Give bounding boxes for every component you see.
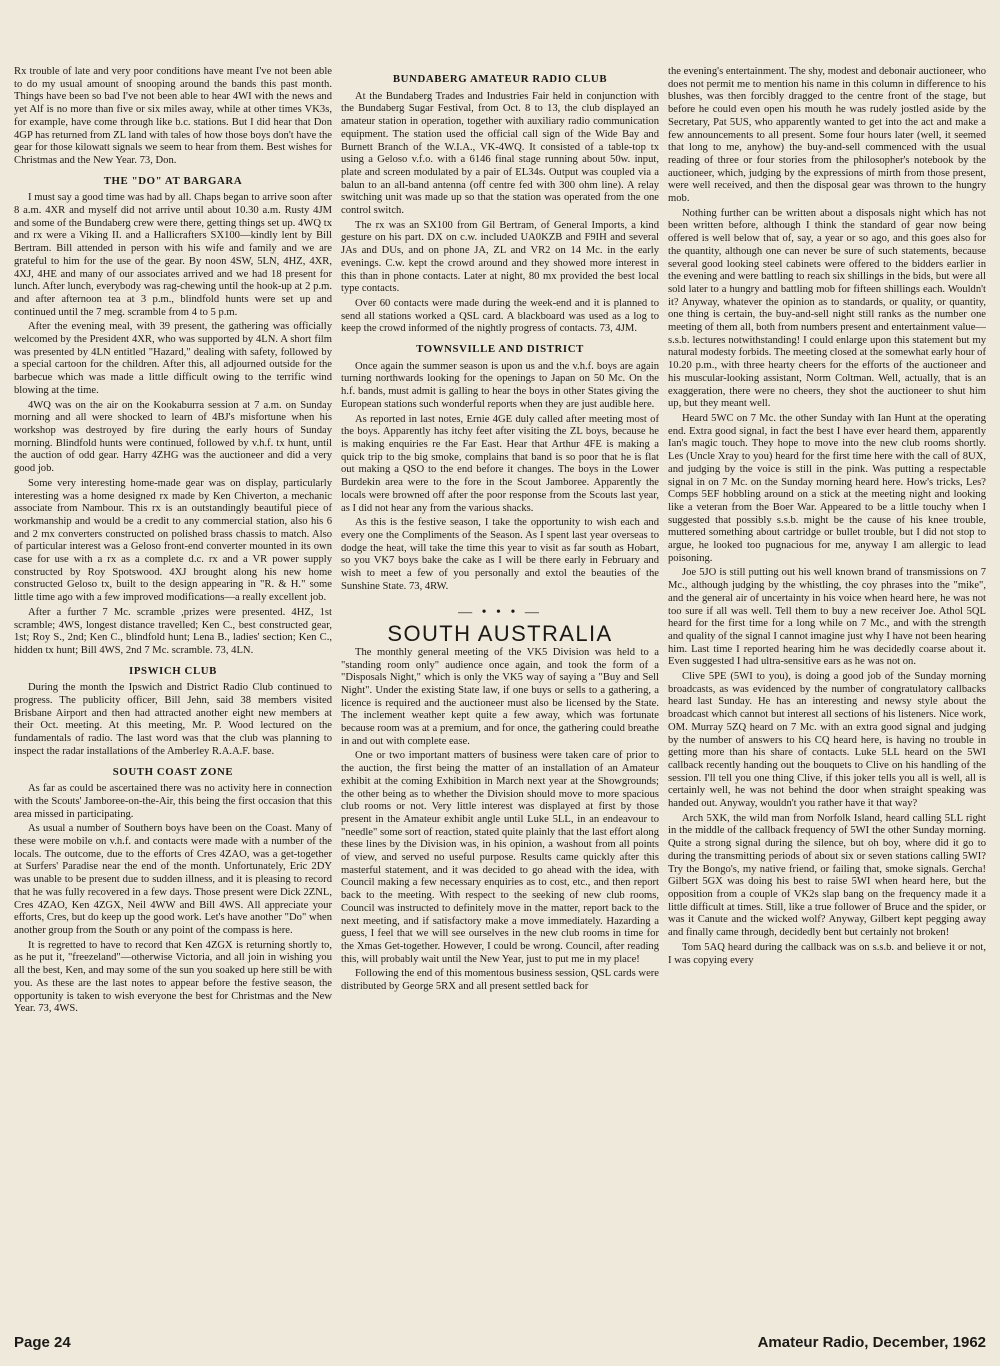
paragraph: Once again the summer season is upon us and the v.h.f. boys are again turning northwards looking for the openings to Japan on 50 Mc. On the h.f. bands, must admit is galling to hear the boys in other States giving the European stations such wonderful reports when they are just audible here. <box>341 360 659 410</box>
section-heading-south-coast: SOUTH COAST ZONE <box>112 765 234 778</box>
column-1 <box>14 66 332 1336</box>
intro-paragraph: Rx trouble of late and very poor conditions have meant I've not been able to do my usual amount of snooping around the bands this past month. Things have been so bad I've not been able to hear 4WI with the news and yet Alf is no more than five or six miles away, while at other times VK3s, for example, have come through like b.c. stations. But I did hear that Don 4GP has returned from ZL land with tales of how those boys don't have the gear for those kilowatt signals we seem to hear from them. Best wishes for Christmas and the New Year. 73, Don. <box>14 66 332 166</box>
paragraph: As far as could be ascertained there was no activity here in connection with the Scouts' Jamboree-on-the-Air, this being the first occasion that this area missed in participating. <box>14 783 332 820</box>
paragraph: At the Bundaberg Trades and Industries Fair held in conjunction with the Bundaberg Sugar Festival, from Oct. 8 to 13, the club displayed an amateur station in operation, together with auxiliary radio communication equipment. The station used the official call sign of the Wide Bay and Burnett Branch of the W.I.A., VK-4WQ. It consisted of a table-top tx using a Geloso v.f.o. with a 6146 final stage running about 50w. input, plate and screen modulated by a pair of EL34s. Output was coupled via a balun to an all-band antenna (off centre fed with 300 ohm line). A relay switching unit was made up so that the station was operated from the one control switch. <box>341 90 659 217</box>
paragraph: 4WQ was on the air on the Kookaburra session at 7 a.m. on Sunday morning and all were shocked to learn of 4BJ's misfortune when his workshop was destroyed by fire during the early hours of Sunday morning. Blindfold hunts were continued, followed by v.h.f. tx hunt, until the auction of odd gear. Harry 4ZHG was the auctioneer and did a very good job. <box>14 399 332 475</box>
column-2 <box>341 66 659 1336</box>
paragraph: During the month the Ipswich and District Radio Club continued to progress. The publicity officer, Bill Jehn, said 38 members visited Brisbane Airport and then had attracted another eight new members at their Oct. meeting. At this meeting, Mr. P. Wood lectured on the fundamentals of radio. The last word was that the club was planning to inspect the radar installations of the Amberley R.A.A.F. base. <box>14 682 332 757</box>
paragraph: After the evening meal, with 39 present, the gathering was officially welcomed by the President 4XR, who was supported by 4LN. A short film was presented by 4LN entitled "Hazard," dealing with safety, followed by a special cartoon for the children. After this, all adjourned outside for the barbecue which was made a little difficult owing to the terrific wind blowing at the time. <box>14 321 332 396</box>
paragraph: Over 60 contacts were made during the week-end and it is planned to send all stations worked a QSL card. A blackboard was used as a log to keep the crowd informed of the nightly progress of contacts. 73, 4JM. <box>341 297 659 335</box>
paragraph: After a further 7 Mc. scramble ,prizes were presented. 4HZ, 1st scramble; 4WS, longest distance travelled; Ken C., best constructed gear, 1st; Roy S., 2nd; Ken C., blindfold hunt; Lena B., ladies' section; Ken C., hidden tx hunt; Bill 4WS, 2nd 7 Mc. scramble. 73, 4LN. <box>14 606 332 656</box>
column-3 <box>668 66 986 1336</box>
paragraph: One or two important matters of business were taken care of prior to the auction, the first being the matter of an installation of an Amateur exhibit at the coming Exhibition in March next year at the Showgrounds; the other being as to whether the Division should move to more spacious club rooms or not. Very little interest was displayed at first by those present in the Amateur exhibit angle until Luke 5LL, in an endeavour to "needle" some sort of reaction, stated quite plainly that the last effort along these lines by the Division was, in his opinion, a washout from all points of view, and served no useful purpose. Results came quickly after this masterful statement, and it was decided to go ahead with the idea, with Council making a few necessary enquiries as to cost, etc., and then report back to the meeting. With respect to the seeking of new club rooms, Council was instructed to definitely move in the matter, report back to the next meeting, and if satisfactory make a move immediately. Hazarding a guess, I feel that we will see ourselves in the new club rooms in time for the Xmas Get-together. However, I could be wrong. Council, after reading this, will probably wait until the New Year, just to put me in my place! <box>341 750 659 965</box>
paragraph: Joe 5JO is still putting out his well known brand of transmissions on 7 Mc., although judging by the whistling, the coy phrases into the "mike", and the general air of uncertainty in his voice when heard here, he was not too sure if all was well. Tell them to buy a new receiver Joe. Athol 5QL heard for the first time for a long while on 7 Mc., and with the strength and quality of the signal I cannot imagine just why I have not been hearing him. Last time I reported hearing him he was decidedly coarse about it. Even suggested I had ultra-sensitive ears as he was not on. <box>668 567 986 668</box>
section-heading-ipswich: IPSWICH CLUB <box>129 664 217 677</box>
paragraph: The monthly general meeting of the VK5 Division was held to a "standing room only" audience once again, and took the form of a "Disposals Night," which is only the VK5 way of saying a "Buy and Sell Night". Under the existing State law, if one buys or sells to a gathering, a licence is required and the auctioneer must also be licensed by the State. The inclement weather kept quite a few away, which was fortunate because room was at a premium, and for once, the gathering could breathe in and out with complete ease. <box>341 646 659 747</box>
paragraph: As this is the festive season, I take the opportunity to wish each and every one the Compliments of the Season. As I spent last year overseas to dodge the heat, will take the time this year to visit as far south as Hobart, so you VK7 boys bake the cake as I will be there early in February and wish to meet a few of you personally and extol the beauties of the Sunshine State. 73, 4RW. <box>341 517 659 592</box>
page-number: Page 24 <box>14 1334 71 1351</box>
paragraph: It is regretted to have to record that Ken 4ZGX is returning shortly to, as he put it, "freezeland"—otherwise Victoria, and all join in wishing you all the best, Ken, and may some of the sun you soaked up here still be with you. As these are the last notes to appear before the festive season, the opportunity is taken to wish everyone the best for Christmas and the New Year. 73, 4WS. <box>14 939 332 1015</box>
paragraph: Clive 5PE (5WI to you), is doing a good job of the Sunday morning broadcasts, as was evidenced by the number of congratulatory callbacks heard last Sunday. He has an interesting and newsy style about the broadcast which cannot but interest all sections of his listeners. Nice work, OM. Murray 5ZQ heard on 7 Mc. with an extra good signal and judging by the number of answers to his CQ heard here, is having no trouble in getting more than his share of contacts. Luke 5LL heard on the 5WI callback recently handing out the bouquets to Clive on his handling of the session. I'll tell you one thing Clive, if this joker tells you all is well, all is certainly well, he was not behind the door when straight speaking was handed out. Anyway, wouldn't you rather have it that way? <box>668 671 986 810</box>
section-heading-townsville: TOWNSVILLE AND DISTRICT <box>416 343 584 356</box>
paragraph: Heard 5WC on 7 Mc. the other Sunday with Ian Hunt at the operating end. Extra good signal, in fact the best I have ever heard them, apparently Ian's magic touch. They hope to move into the new club rooms shortly. Les (Uncle Xray to you) heard for the first time here with the call of 8UX, and judging by the voice is still in the pink. Was putting a respectable signal in on 7 Mc. on the Sunday morning heard here. How's tricks, Les? Comps 5EF hobbling around on a stick at the meeting night and looking like a veteran from the Boer War. Appeared to be a little touchy when I suggested that possibly s.s.b. might be the cause of his knee trouble, muttered something about cartridge or bullet trouble, but I did not stop to argue, he looked too pugnacious for me, anyway I am allergic to lead poisoning. <box>668 412 986 564</box>
paragraph: Following the end of this momentous business session, QSL cards were distributed by George 5RX and all present settled back for <box>341 968 659 993</box>
paragraph: Arch 5XK, the wild man from Norfolk Island, heard calling 5LL right in the middle of the callback frequency of 5WI the other Sunday morning. Quite a strong signal during the silence, but oh boy, where did it go to during the transmitting periods of about six or seven stations calling 5WI? Try the Bongo's, my native friend, or failing that, smoke signals. Gercha! Gilbert 5GX was doing his best to raise 5WI when heard here, but the opposition from a couple of VK2s slap bang on the frequency made it a little difficult at times. Still, like a true follower of Bruce and the spider, or was it Canute and the wicked wolf? Anyway, Gilbert kept pegging away and finally came through, decidedly bent but certainly not broken! <box>668 812 986 939</box>
paragraph: the evening's entertainment. The shy, modest and debonair auctioneer, who does not permit me to mention his name in this column in difference to his blushes, was then forcibly dragged to the centre front of the stage, but before he could even open his mouth he was rudely jostled aside by the Secretary, Pat 5US, who apparently wanted to get into the act and make a few announcements to all present. Some four hours later (well, it seemed that long to me, anyhow) the buy-and-sell commenced with the usual reading of three or four stories from the philosopher's notebook by the auctioneer, which, judging by the expressions of mirth from those present, were well received, and then the disposal gear was thrown to the hungry mob. <box>668 66 986 205</box>
section-heading-bargara: THE "DO" AT BARGARA <box>103 174 243 187</box>
paragraph: As reported in last notes, Ernie 4GE duly called after meeting most of the boys. Apparently has itchy feet after visiting the ZL boys, because he is making enquiries re the Far East. Hear that Arthur 4FE is making a quick trip to the big smoke, complains that band is so poor that he is flat out making a QSO to the end before it changes. The boys in the Lower Burdekin area were to the fore in the Scout Jamboree. Apparently the locals were browned off after the poor response from the Scouts last year, as I did not hear any from the various shacks. <box>341 413 659 514</box>
text-columns <box>14 66 986 1336</box>
paragraph: Nothing further can be written about a disposals night which has not been written before, although I think the standard of gear now being offered is well below that of, say, a year or so ago, and this goes also for the quantity, although one can never be sure of such statements, because several good looking steel cabinets were offered to the bidders earlier in the evening and were battling to reach six shillings in the bids, but were all sold later to a hungry and battling mob for fifteen shillings each. Wouldn't it? Anyway, whatever the opinion as to standards, or quality, or quantity, one thing is certain, the buy-and-sell night still ranks as the number one meeting of them all, both from numbers present and entertainment value—s.s.b. lectures notwithstanding! I could enlarge upon this statement but my natural modesty forbids. The meeting closed at the somewhat early hour of 10.20 p.m., with three hearty cheers for the efforts of the auctioneer and his muscular-looking assistant, Norm Coltman. Well, actually, that is an exaggeration, there were no cheers, they shot the auctioneer to shut him up, but they meant well. <box>668 207 986 410</box>
paragraph: As usual a number of Southern boys have been on the Coast. Many of these were mobile on v.h.f. and contacts were made with a number of the locals. The outcome, due to the efforts of Cres 4ZAO, was a get-together at Surfers' Paradise near the end of the month. Unfortunately, Eric 2DY was unable to be present due to sudden illness, and it is pleasing to record that he was fully recovered in a few days. Those present were Dick 2ZNL, Cres 4ZAO, Ken 4ZGX, Neil 4WW and Bill 4WS. All appreciate your efforts, Cres, but do keep up the good work. Let's have another "Do" when another group from the South or any point of the compass is here. <box>14 823 332 936</box>
state-heading-south-australia: SOUTH AUSTRALIA <box>387 621 613 647</box>
paragraph: Tom 5AQ heard during the callback was on s.s.b. and believe it or not, I was copying every <box>668 941 986 966</box>
section-heading-bundaberg: BUNDABERG AMATEUR RADIO CLUB <box>392 73 608 85</box>
page-footer <box>14 1334 986 1351</box>
paragraph: The rx was an SX100 from Gil Bertram, of General Imports, a kind gesture on his part. DX on c.w. included UA0KZB and F9IH and several JAs and DUs, and on phone JA, ZL and VR2 on 14 Mc. in the early evenings. C.w. kept the crowd around and they showed more interest in this than in phone contacts. Later at night, 80 mx provided the best local type contacts. <box>341 219 659 295</box>
publication-line: Amateur Radio, December, 1962 <box>757 1334 986 1351</box>
paragraph: Some very interesting home-made gear was on display, particularly interesting was a home designed rx made by Ken Chiverton, a mechanic associate from Nambour. This rx is an outstandingly beautiful piece of workmanship and would be a credit to any commercial station, also his 6 and 2 mx converters constructed on polished brass chassis to match. Also of particular interest was a Geloso front-end converter mounted in its own case for use with a rx as a complete d.c. rx and a VR power supply constructed by Roy Spotswood. 4XJ brought along his new home constructed Geloso tx, built to the design appearing in "R. & H." some little time ago with a few improved modifications—a really excellent job. <box>14 477 332 604</box>
section-separator: — • • • — <box>458 605 542 621</box>
paragraph: I must say a good time was had by all. Chaps began to arrive soon after 8 a.m. 4XR and myself did not arrive until about 10.30 a.m. Rusty 4JM and some of the Bundaberg crew were there, getting things set up. 4WQ tx and rx were a Viking II. and a Hallicrafters SX100—kindly lent by Bill Bertram. Bill attended in person with his wife and family and we are grateful to him for the use of the gear. By noon 4SW, 5LN, 4HZ, 4XR, 4XJ, 4HE and many of our associates arrived and we had 18 present for lunch. After lunch, everybody was rag-chewing until the hook-up at 2 p.m. and after afternoon tea at 3 p.m., blindfold hunts were set up and continued until the 7 meg. scramble from 4 to 5 p.m. <box>14 192 332 318</box>
